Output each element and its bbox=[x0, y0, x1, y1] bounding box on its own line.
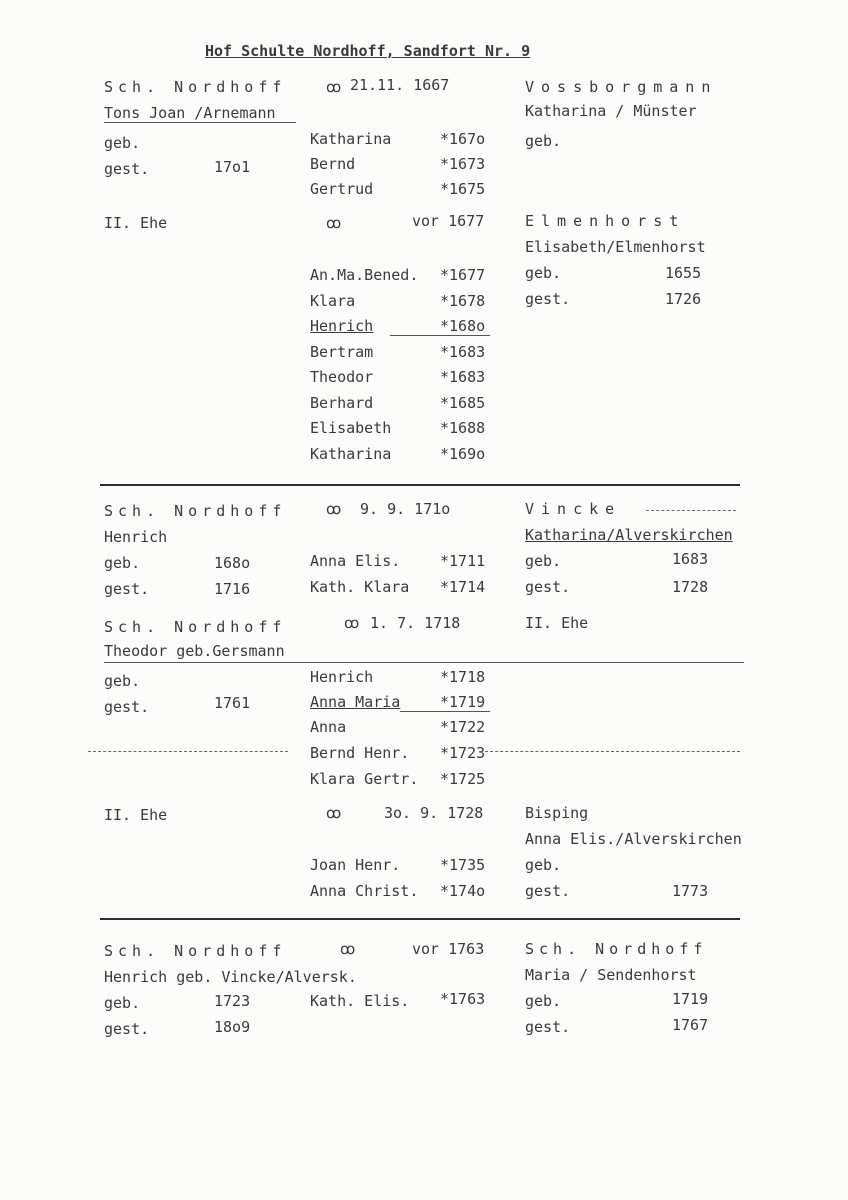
f2-child-born: *169o bbox=[440, 445, 486, 463]
f6-wife-name: Sch. Nordhoff bbox=[525, 940, 708, 958]
f3-died-label: gest. bbox=[104, 580, 150, 598]
f2-child-name: Theodor bbox=[310, 368, 374, 386]
f2-label: II. Ehe bbox=[104, 214, 168, 232]
f1-child-name: Katharina bbox=[310, 130, 392, 148]
f2-child-born: *1683 bbox=[440, 368, 486, 386]
f5-wife-given: Anna Elis./Alverskirchen bbox=[525, 830, 742, 848]
f4-label: II. Ehe bbox=[525, 614, 589, 632]
f3-husband-born: 168o bbox=[214, 554, 251, 572]
f4-child-born: *1719 bbox=[440, 693, 486, 711]
f1-child-born: *1675 bbox=[440, 180, 486, 198]
f4-died-label: gest. bbox=[104, 698, 150, 716]
f1-child-born: *167o bbox=[440, 130, 486, 148]
f2-wife-born: 1655 bbox=[665, 264, 702, 282]
marriage-symbol: ꝏ bbox=[326, 804, 342, 822]
f6-wife-died: 1767 bbox=[672, 1016, 709, 1034]
section-divider bbox=[100, 918, 740, 920]
f2-child-born: *1677 bbox=[440, 266, 486, 284]
f4-husband-died: 1761 bbox=[214, 694, 251, 712]
f4-child-name: Anna Maria bbox=[310, 693, 401, 711]
f3-husband-given: Henrich bbox=[104, 528, 168, 546]
f1-husband-given: Tons Joan /Arnemann bbox=[104, 104, 276, 122]
f2-wife-given: Elisabeth/Elmenhorst bbox=[525, 238, 706, 256]
f3-wife-name: Vincke bbox=[525, 500, 622, 518]
marriage-symbol: ꝏ bbox=[326, 214, 342, 232]
f1-born-label: geb. bbox=[104, 134, 141, 152]
f3-marriage-date: 9. 9. 171o bbox=[360, 500, 451, 518]
f1-wife-name: Vossborgmann bbox=[525, 78, 718, 96]
f4-child-born: *1725 bbox=[440, 770, 486, 788]
f3-child-born: *1711 bbox=[440, 552, 486, 570]
f6-child-born: *1763 bbox=[440, 990, 486, 1008]
f3-husband-name: Sch. Nordhoff bbox=[104, 502, 287, 520]
page-title: Hof Schulte Nordhoff, Sandfort Nr. 9 bbox=[205, 42, 531, 60]
f6-husband-died: 18o9 bbox=[214, 1018, 251, 1036]
f1-died-label: gest. bbox=[104, 160, 150, 178]
f1-child-name: Gertrud bbox=[310, 180, 374, 198]
f6-marriage-date: vor 1763 bbox=[412, 940, 485, 958]
f4-born-label: geb. bbox=[104, 672, 141, 690]
f3-wife-given: Katharina/Alverskirchen bbox=[525, 526, 733, 544]
f4-child-born: *1722 bbox=[440, 718, 486, 736]
f2-child-name: Klara bbox=[310, 292, 356, 310]
marriage-symbol: ꝏ bbox=[326, 78, 342, 96]
f5-wife-died: 1773 bbox=[672, 882, 709, 900]
f5-wife-died-label: gest. bbox=[525, 882, 571, 900]
f2-child-name: Berhard bbox=[310, 394, 374, 412]
f3-wife-died: 1728 bbox=[672, 578, 709, 596]
marriage-symbol: ꝏ bbox=[344, 614, 360, 632]
f6-child-name: Kath. Elis. bbox=[310, 992, 410, 1010]
f4-child-name: Anna bbox=[310, 718, 347, 736]
f4-child-name: Klara Gertr. bbox=[310, 770, 419, 788]
f6-wife-died-label: gest. bbox=[525, 1018, 571, 1036]
f2-child-name: Bertram bbox=[310, 343, 374, 361]
f3-wife-born: 1683 bbox=[672, 550, 709, 568]
f2-wife-name: Elmenhorst bbox=[525, 212, 686, 230]
f6-born-label: geb. bbox=[104, 994, 141, 1012]
f1-husband-name: Sch. Nordhoff bbox=[104, 78, 287, 96]
f2-wife-died-label: gest. bbox=[525, 290, 571, 308]
marriage-symbol: ꝏ bbox=[326, 500, 342, 518]
f5-marriage-date: 3o. 9. 1728 bbox=[384, 804, 484, 822]
f2-child-name: Katharina bbox=[310, 445, 392, 463]
f1-wife-given: Katharina / Münster bbox=[525, 102, 697, 120]
f6-died-label: gest. bbox=[104, 1020, 150, 1038]
f1-child-born: *1673 bbox=[440, 155, 486, 173]
f2-child-born: *168o bbox=[440, 317, 486, 335]
f1-marriage-date: 21.11. 1667 bbox=[350, 76, 450, 94]
f2-child-born: *1683 bbox=[440, 343, 486, 361]
f2-child-born: *1678 bbox=[440, 292, 486, 310]
f4-husband-name: Sch. Nordhoff bbox=[104, 618, 287, 636]
f3-wife-died-label: gest. bbox=[525, 578, 571, 596]
f4-child-born: *1718 bbox=[440, 668, 486, 686]
f6-wife-born: 1719 bbox=[672, 990, 709, 1008]
f4-husband-given: Theodor geb.Gersmann bbox=[104, 642, 285, 660]
f2-child-born: *1688 bbox=[440, 419, 486, 437]
f2-wife-died: 1726 bbox=[665, 290, 702, 308]
f1-wife-born-label: geb. bbox=[525, 132, 562, 150]
f2-marriage-date: vor 1677 bbox=[412, 212, 485, 230]
f2-child-name: An.Ma.Bened. bbox=[310, 266, 419, 284]
f3-child-name: Anna Elis. bbox=[310, 552, 401, 570]
f1-child-name: Bernd bbox=[310, 155, 356, 173]
f3-child-born: *1714 bbox=[440, 578, 486, 596]
section-divider bbox=[100, 484, 740, 486]
f3-child-name: Kath. Klara bbox=[310, 578, 410, 596]
f6-husband-name: Sch. Nordhoff bbox=[104, 942, 287, 960]
marriage-symbol: ꝏ bbox=[340, 940, 356, 958]
f5-child-name: Joan Henr. bbox=[310, 856, 401, 874]
f5-label: II. Ehe bbox=[104, 806, 168, 824]
f4-marriage-date: 1. 7. 1718 bbox=[370, 614, 461, 632]
f3-born-label: geb. bbox=[104, 554, 141, 572]
f6-husband-born: 1723 bbox=[214, 992, 251, 1010]
f5-wife-born-label: geb. bbox=[525, 856, 562, 874]
f4-child-name: Henrich bbox=[310, 668, 374, 686]
f1-husband-died: 17o1 bbox=[214, 158, 251, 176]
f6-wife-born-label: geb. bbox=[525, 992, 562, 1010]
f6-wife-given: Maria / Sendenhorst bbox=[525, 966, 697, 984]
f5-child-born: *174o bbox=[440, 882, 486, 900]
f2-child-name: Henrich bbox=[310, 317, 374, 335]
f5-child-born: *1735 bbox=[440, 856, 486, 874]
f2-child-born: *1685 bbox=[440, 394, 486, 412]
f4-child-name: Bernd Henr. bbox=[310, 744, 410, 762]
f5-child-name: Anna Christ. bbox=[310, 882, 419, 900]
f2-child-name: Elisabeth bbox=[310, 419, 392, 437]
f3-wife-born-label: geb. bbox=[525, 552, 562, 570]
f6-husband-given: Henrich geb. Vincke/Alversk. bbox=[104, 968, 357, 986]
f5-wife-name: Bisping bbox=[525, 804, 589, 822]
f2-wife-born-label: geb. bbox=[525, 264, 562, 282]
f4-child-born: *1723 bbox=[440, 744, 486, 762]
f3-husband-died: 1716 bbox=[214, 580, 251, 598]
